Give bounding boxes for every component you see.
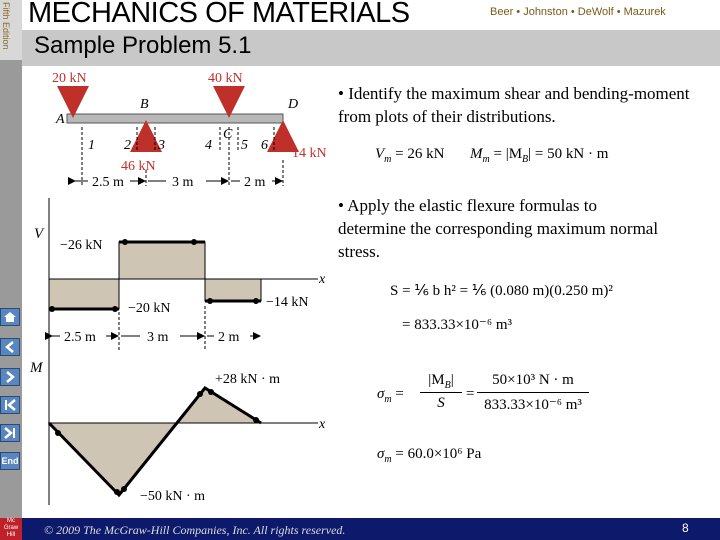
moment-label-pos: +28 kN · m (215, 372, 281, 387)
eq-mm-sym: M (470, 146, 483, 162)
publisher-logo (0, 518, 22, 540)
eq-result: $\sigma_m = 60.0\times 10^6$ Pa (377, 446, 482, 465)
beam (67, 114, 283, 123)
v-axis-label: V (34, 226, 44, 242)
chevron-right-icon (1, 369, 19, 385)
prev-button[interactable] (0, 338, 20, 356)
moment-x-label: x (319, 417, 326, 432)
eq-sig-num-b: | (450, 372, 454, 388)
section-1: 1 (88, 138, 95, 153)
shear-dim-2: 3 m (147, 330, 169, 345)
load-left-label: 20 kN (52, 71, 87, 86)
authors-line: Beer • Johnston • DeWolf • Mazurek (490, 6, 666, 18)
m-axis-label: M (30, 360, 43, 376)
point-c: C (223, 127, 233, 142)
point-b: B (140, 97, 149, 112)
page-number: 8 (682, 521, 689, 535)
shear-label-top: −26 kN (60, 238, 103, 253)
last-page-icon (1, 425, 19, 441)
eq-sig-num-a: |M (428, 372, 445, 388)
point-d: D (288, 97, 299, 112)
section-5: 5 (241, 138, 248, 153)
edition-tab (0, 0, 22, 60)
eq-sig-num2: 50×10³ N · m (492, 372, 574, 388)
eq-result-val: = 60.0×10⁶ Pa (395, 446, 482, 462)
next-button[interactable] (0, 368, 20, 386)
reaction-d-label: 14 kN (292, 146, 327, 161)
bullet-1: • Identify the maximum shear and bending-moment from plots of their distributions. (338, 84, 690, 126)
eq-fraction-bar-2 (477, 392, 589, 393)
beam-dim-1: 2.5 m (92, 175, 124, 190)
section-labels (88, 138, 268, 153)
slide-subtitle: Sample Problem 5.1 (34, 32, 252, 59)
shear-label-mid: −20 kN (128, 301, 171, 316)
eq-s1: S = ⅙ b h² = ⅙ (0.080 m)(0.250 m)² (390, 283, 613, 299)
eq-vm: $V_m = 26$ kN (375, 146, 445, 165)
end-button[interactable]: End (0, 452, 20, 470)
moment-label-neg: −50 kN · m (140, 489, 206, 504)
load-right-label: 40 kN (208, 71, 243, 86)
section-2: 2 (124, 138, 131, 153)
section-4: 4 (205, 138, 212, 153)
point-a: A (56, 112, 65, 127)
bullet-2: • Apply the elastic flexure formulas to determine the corresponding maximum normal stress. (338, 196, 659, 261)
eq-equals: = (466, 386, 475, 402)
chevron-left-icon (1, 339, 19, 355)
first-button[interactable] (0, 396, 20, 414)
shear-region-3 (205, 279, 261, 301)
beam-dim-2: 3 m (172, 175, 194, 190)
eq-vm-val: = 26 kN (391, 146, 445, 162)
eq-vm-sym: V (375, 146, 385, 162)
section-3: 3 (158, 138, 165, 153)
beam-dim-3: 2 m (244, 175, 266, 190)
shear-x-label: x (319, 272, 326, 287)
shear-dim-1: 2.5 m (64, 330, 96, 345)
eq-mm: $M_m = |M_B| = 50$ kN · m (470, 146, 609, 165)
eq-sigma-label: $\sigma_m$ = (377, 386, 404, 405)
beam-diagrams (22, 66, 352, 518)
first-page-icon (1, 397, 19, 413)
shear-region-2 (119, 242, 205, 279)
reaction-b-label: 46 kN (121, 159, 156, 174)
shear-label-right: −14 kN (266, 295, 309, 310)
section-6: 6 (261, 138, 268, 153)
eq-sig-den2: 833.33×10⁻⁶ m³ (484, 397, 582, 413)
home-button[interactable] (0, 308, 20, 326)
eq-sig-num: $|M_B|$ (428, 372, 454, 391)
page-title: MECHANICS OF MATERIALS (28, 0, 410, 29)
eq-mm-val: = |M (489, 146, 523, 162)
copyright-text: © 2009 The McGraw-Hill Companies, Inc. All rights reserved. (44, 523, 346, 537)
eq-fraction-bar-1 (420, 392, 462, 393)
eq-s2: = 833.33×10⁻⁶ m³ (402, 317, 512, 333)
logo-text: Mc Graw Hill (3, 518, 19, 538)
shear-region-1 (49, 279, 119, 309)
edition-label: Fifth Edition (1, 2, 11, 50)
eq-sig-den: S (437, 395, 445, 411)
eq-mm-tail: | = 50 kN · m (528, 146, 609, 162)
home-icon (1, 309, 19, 325)
last-button[interactable] (0, 424, 20, 442)
shear-dim-3: 2 m (218, 330, 240, 345)
